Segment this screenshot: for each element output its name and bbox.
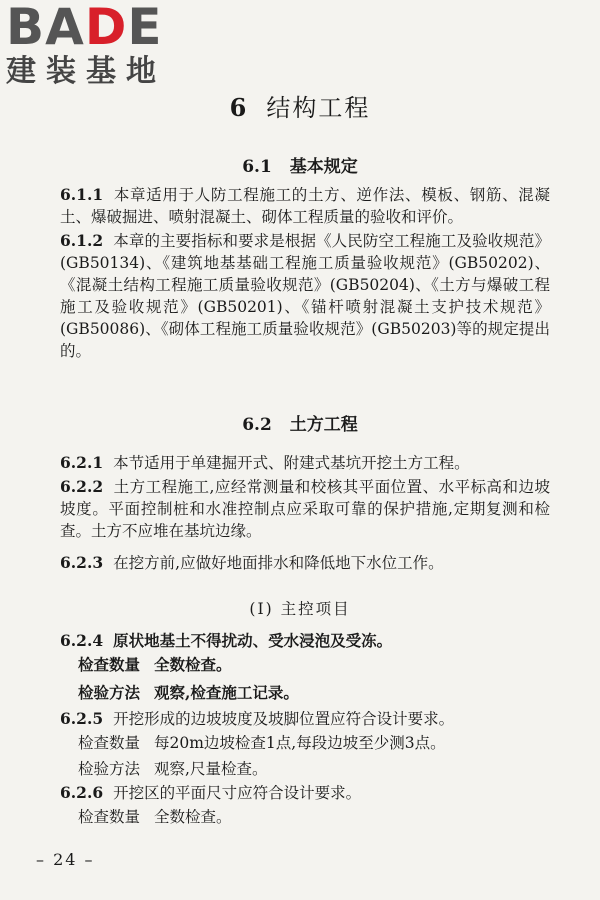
clause-6-1-1 — [60, 184, 550, 228]
section-heading-6-1: 6.1 基本规定 — [242, 157, 358, 177]
bade-logo — [6, 2, 176, 90]
clause-number: 6.1.2 — [60, 231, 104, 250]
inspection-method-6-2-4: 检验方法 观察,检查施工记录。 — [78, 683, 299, 702]
clause-6-2-3 — [60, 552, 550, 574]
clause-number: 6.2.3 — [60, 553, 104, 572]
clause-text: 开挖形成的边坡坡度及坡脚位置应符合设计要求。 — [113, 710, 455, 728]
clause-text: 本章适用于人防工程施工的土方、逆作法、模板、钢筋、混凝土、爆破掘进、喷射混凝土、砌体工程质量的验收和评价。 — [60, 186, 550, 226]
clause-text: 开挖区的平面尺寸应符合设计要求。 — [113, 784, 362, 802]
clause-number: 6.2.6 — [60, 783, 104, 802]
clause-number: 6.2.4 — [60, 631, 104, 650]
clause-6-2-5 — [60, 708, 550, 730]
inspection-quantity-6-2-5: 检查数量 每20m边坡检查1点,每段边坡至少测3点。 — [78, 734, 446, 752]
clause-text: 在挖方前,应做好地面排水和降低地下水位工作。 — [113, 554, 444, 572]
clause-6-2-4 — [60, 630, 550, 652]
clause-number: 6.2.2 — [60, 477, 104, 496]
clause-number: 6.2.5 — [60, 709, 104, 728]
clause-6-1-2 — [60, 230, 550, 362]
clause-text: 原状地基土不得扰动、受水浸泡及受冻。 — [113, 631, 393, 650]
section-heading-6-2: 6.2 土方工程 — [242, 415, 358, 435]
clause-number: 6.1.1 — [60, 185, 104, 204]
clause-text: 土方工程施工,应经常测量和校核其平面位置、水平标高和边坡坡度。平面控制桩和水准控制点应采取可靠的保护措施,定期复测和检查。土方不应堆在基坑边缘。 — [60, 478, 550, 540]
logo-subtitle: 建装基地 — [6, 54, 166, 89]
chapter-number: 6 — [229, 93, 249, 122]
chapter-name: 结构工程 — [266, 94, 371, 122]
page-number: – 24 – — [36, 850, 95, 869]
logo-wordmark: BADE — [6, 0, 163, 56]
clause-text: 本节适用于单建掘开式、附建式基坑开挖土方工程。 — [113, 454, 470, 472]
inspection-method-6-2-5: 检验方法 观察,尺量检查。 — [78, 760, 268, 778]
clause-text: 本章的主要指标和要求是根据《人民防空工程施工及验收规范》(GB50134)、《建筑地基基础工程施工质量验收规范》(GB50202)、《混凝土结构工程施工质量验收规范》(GB50204)、《土方与爆破工程施工及验收规范》(GB50201)、《锚杆喷射混凝土支护技术规范》(GB50086)、《砌体工程施工质量验收规范》(GB50203)等的规定提出的。 — [60, 232, 550, 360]
clause-6-2-6 — [60, 782, 550, 804]
inspection-quantity-6-2-6: 检查数量 全数检查。 — [78, 808, 232, 826]
clause-number: 6.2.1 — [60, 453, 104, 472]
clause-6-2-1 — [60, 452, 550, 474]
subsection-heading-main-items: (Ⅰ) 主控项目 — [249, 600, 351, 618]
inspection-quantity-6-2-4: 检查数量 全数检查。 — [78, 655, 232, 674]
clause-6-2-2 — [60, 476, 550, 542]
chapter-title — [0, 88, 600, 123]
